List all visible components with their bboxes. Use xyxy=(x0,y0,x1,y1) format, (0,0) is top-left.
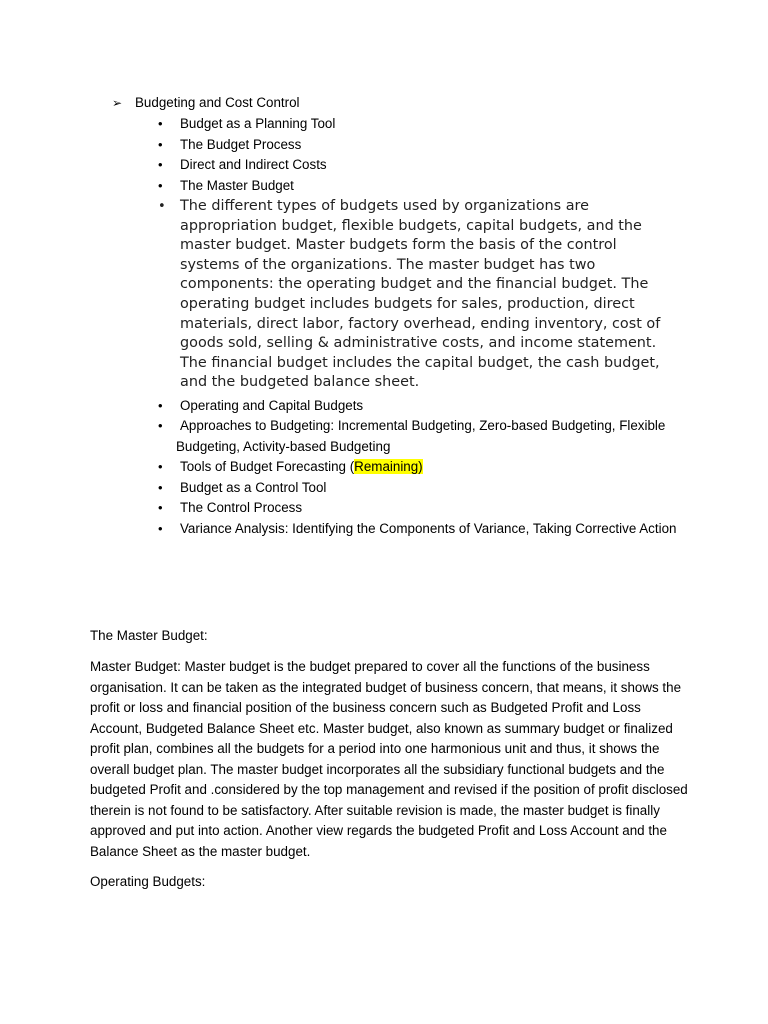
outline-heading xyxy=(112,93,692,113)
list-item-text: Direct and Indirect Costs xyxy=(180,157,327,172)
bullet-icon: • xyxy=(158,500,163,516)
list-item-text: The Control Process xyxy=(180,500,303,516)
operating-budgets-heading: Operating Budgets: xyxy=(90,874,206,889)
list-item xyxy=(112,478,692,499)
list-item xyxy=(112,135,692,156)
list-item xyxy=(112,176,692,197)
list-item xyxy=(112,457,692,478)
bullet-icon: • xyxy=(158,418,163,434)
list-item-text: Tools of Budget Forecasting ( xyxy=(180,459,355,475)
outline-title: Budgeting and Cost Control xyxy=(135,95,300,110)
list-item-text: The Budget Process xyxy=(180,136,302,152)
master-budget-paragraph: Master Budget: Master budget is the budget prepared to cover all the functions of the business organisation. It can be taken as the integrated budget of business concern, that means, it shows the profit or loss and financial position of the business concern such as Budgeted Profit and Loss Account, Budgeted Balance Sheet etc. Master budget, also known as summary budget or finalized profit plan, combines all the budgets for a period into one harmonious unit and thus, it shows the overall budget plan. The master budget incorporates all the subsidiary functional budgets and the budgeted Profit and .considered by the top management and revised if the position of profit disclosed therein is not found to be satisfactory. After suitable revision is made, the master budget is finally approved and put into action. Another view regards the budgeted Profit and Loss Account and the Balance Sheet as the master budget. xyxy=(90,659,688,859)
list-item-text-continued: Budgeting, Activity-based Budgeting xyxy=(176,438,391,454)
list-item xyxy=(112,114,692,135)
list-item-text: Budget as a Planning Tool xyxy=(180,116,336,131)
list-item xyxy=(112,396,692,417)
list-item-text: Operating and Capital Budgets xyxy=(180,397,364,413)
list-item xyxy=(112,416,692,457)
bullet-icon: • xyxy=(158,459,163,475)
list-item-paragraph xyxy=(112,196,680,396)
list-item-text: Budget as a Control Tool xyxy=(180,479,327,495)
master-budget-heading: The Master Budget: xyxy=(90,628,208,643)
list-item-text: Variance Analysis: Identifying the Components of Variance, Taking Corrective Action xyxy=(180,520,677,536)
bullet-icon: • xyxy=(158,157,163,172)
list-item xyxy=(112,519,692,540)
budget-types-paragraph: The different types of budgets used by organizations are appropriation budget, flexible budgets, capital budgets, and the master budget. Master budgets form the basis of the control systems of the organizations. The master budget has two components: the operating budget and the financial budget. The operating budget includes budgets for sales, production, direct materials, direct labor, factory overhead, ending inventory, cost of goods sold, selling & administrative costs, and income statement. The financial budget includes the capital budget, the cash budget, and the budgeted balance sheet. xyxy=(180,198,661,391)
bullet-icon: • xyxy=(158,116,163,131)
outline-sub-list xyxy=(112,114,692,539)
bullet-icon: • xyxy=(158,520,163,536)
outline-list xyxy=(112,93,692,539)
highlighted-note: Remaining) xyxy=(354,459,423,475)
bullet-icon: • xyxy=(158,199,166,214)
arrow-bullet-icon: ➢ xyxy=(112,96,123,110)
list-item-text: The Master Budget xyxy=(180,177,294,193)
bullet-icon: • xyxy=(158,136,163,152)
list-item xyxy=(112,498,692,519)
bullet-icon: • xyxy=(158,177,163,193)
bullet-icon: • xyxy=(158,397,163,413)
list-item xyxy=(112,155,692,176)
bullet-icon: • xyxy=(158,479,163,495)
list-item-text: Approaches to Budgeting: Incremental Budgeting, Zero-based Budgeting, Flexible xyxy=(180,418,666,434)
